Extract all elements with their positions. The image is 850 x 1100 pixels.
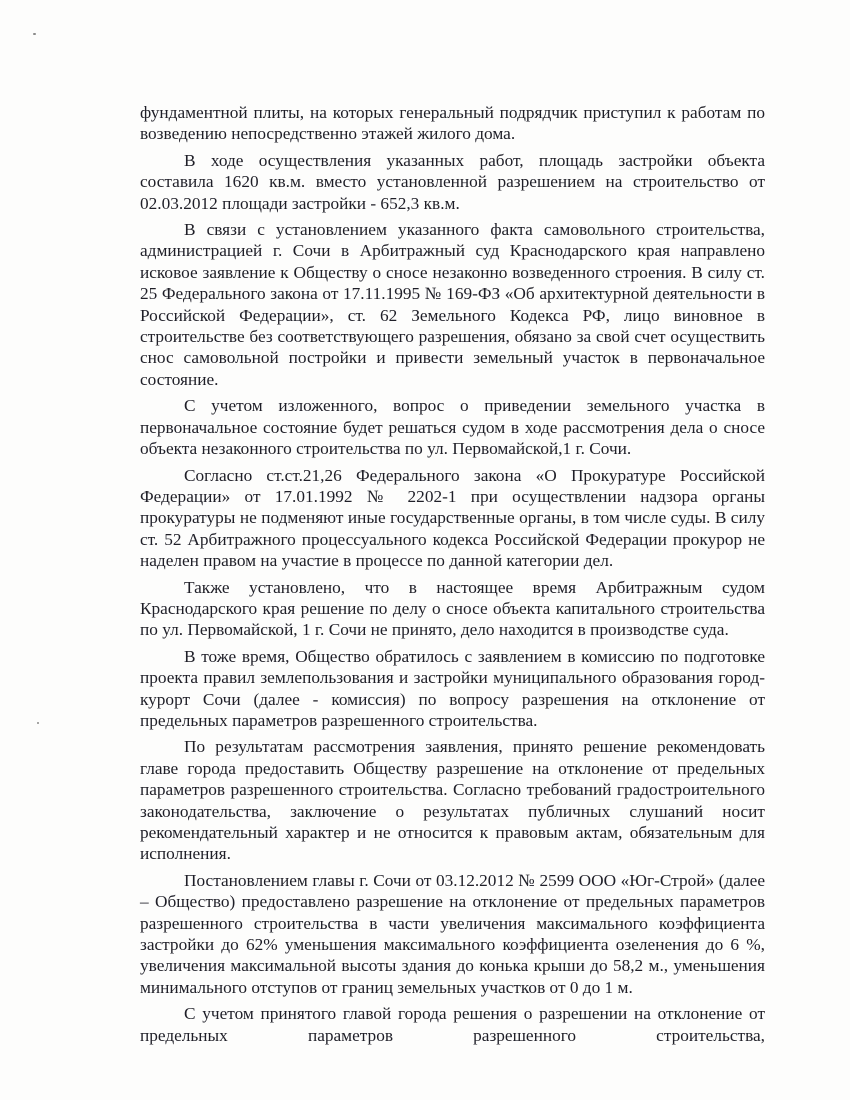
paragraph-prosecutor-law: Согласно ст.ст.21,26 Федерального закона «О Прокуратуре Российской Федерации» от 17.01.1992 № 2202-1 при осуществлении надзора органы прокуратуры не подменяют иные государственные органы, в том числе суды. В силу ст. 52 Арбитражного процессуального кодекса Российской Федерации прокурор не наделен правом на участие в процессе по данной категории дел. <box>140 465 765 571</box>
paragraph-commission-application: В тоже время, Общество обратилось с заявлением в комиссию по подготовке проекта правил землепользования и застройки муниципального образования город-курорт Сочи (далее - комиссия) по вопросу разрешения на отклонение от предельных параметров разрешенного строительства. <box>140 646 765 730</box>
paragraph-continuation: С учетом принятого главой города решения о разрешении на отклонение от предельных параметров разрешенного строительства, <box>140 1004 765 1045</box>
document-body <box>140 102 765 1046</box>
paragraph-unauthorized-construction: В связи с установлением указанного факта самовольного строительства, администрацией г. Сочи в Арбитражный суд Краснодарского края направлено исковое заявление к Обществу о сносе незаконно возведенного строения. В силу ст. 25 Федерального закона от 17.11.1995 № 169-ФЗ «Об архитектурной деятельности в Российской Федерации», ст. 62 Земельного Кодекса РФ, лицо виновное в строительстве без соответствующего разрешения, обязано за свой счет осуществить снос самовольной постройки и привести земельный участок в первоначальное состояние. <box>140 220 765 389</box>
paragraph-foundation-slab: фундаментной плиты, на которых генеральный подрядчик приступил к работам по возведению непосредственно этажей жилого дома. <box>140 103 765 144</box>
paragraph-building-area: В ходе осуществления указанных работ, площадь застройки объекта составила 1620 кв.м. вместо установленной разрешением на строительство от 02.03.2012 площади застройки - 652,3 кв.м. <box>140 150 765 213</box>
paragraph-hearing-results: По результатам рассмотрения заявления, принято решение рекомендовать главе города предоставить Обществу разрешение на отклонение от предельных параметров разрешенного строительства. Согласно требований градостроительного законодательства, заключение о результатах публичных слушаний носит рекомендательный характер и не относится к правовым актам, обязательным для исполнения. <box>140 737 765 864</box>
paragraph-court-status: Также установлено, что в настоящее время Арбитражным судом Краснодарского края решение по делу о сносе объекта капитального строительства по ул. Первомайской, 1 г. Сочи не принято, дело находится в производстве суда. <box>140 577 765 640</box>
scan-speck-mark <box>33 33 36 35</box>
paragraph-land-restoration: С учетом изложенного, вопрос о приведении земельного участка в первоначальное состояние будет решаться судом в ходе рассмотрения дела о сносе объекта незаконного строительства по ул. Первомайской,1 г. Сочи. <box>140 396 765 459</box>
scan-speck-mark <box>37 722 39 724</box>
paragraph-mayor-resolution: Постановлением главы г. Сочи от 03.12.2012 № 2599 ООО «Юг-Строй» (далее – Общество) предоставлено разрешение на отклонение от предельных параметров разрешенного строительства в части увеличения максимального коэффициента застройки до 62% уменьшения максимального коэффициента озеленения до 6 %, увеличения максимальной высоты здания до конька крыши до 58,2 м., уменьшения минимального отступов от границ земельных участков от 0 до 1 м. <box>140 870 765 997</box>
